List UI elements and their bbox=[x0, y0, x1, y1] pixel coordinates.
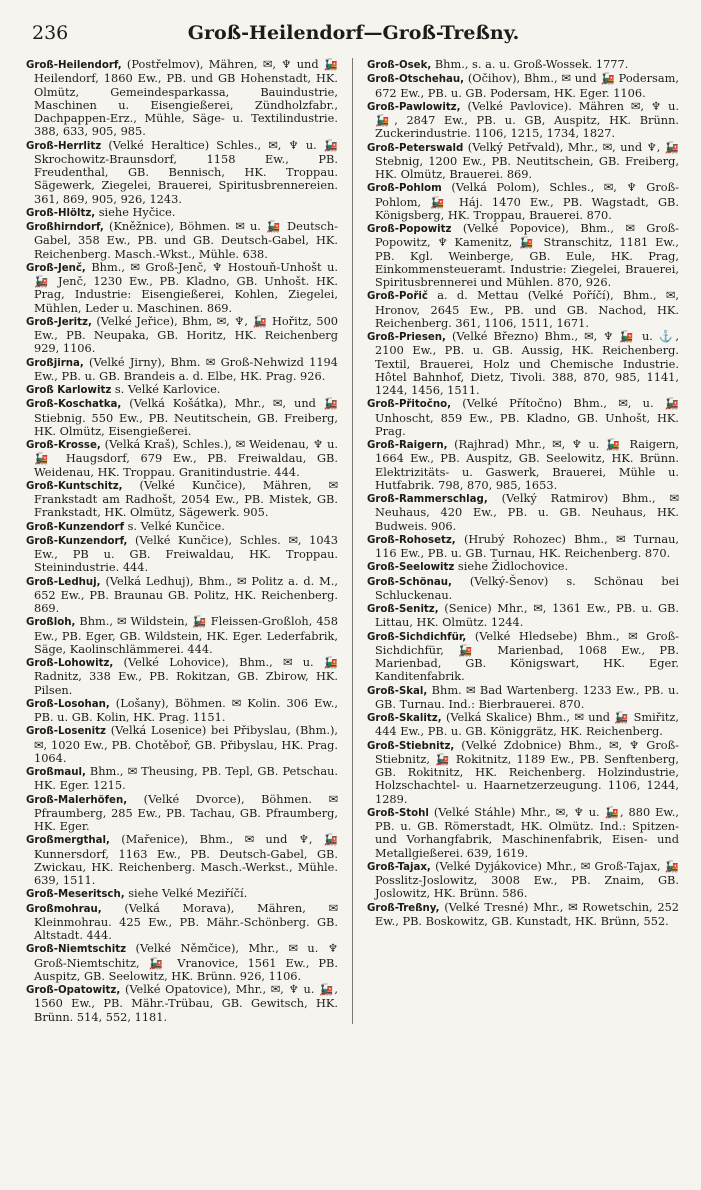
directory-entry bbox=[367, 711, 679, 739]
directory-entry bbox=[367, 901, 679, 929]
directory-entry bbox=[367, 397, 679, 438]
directory-entry bbox=[367, 575, 679, 603]
entry-headword: Groß-Jenč, bbox=[26, 262, 86, 274]
entry-text: (Velká Košátka), Mhr., ✉, und 🚂 Stiebnig. 550 Ew., PB. Neutitschein, GB. Freiberg, HK. Olmütz, Eisengießerei. bbox=[34, 396, 339, 438]
entry-text: (Velké Březno) Bhm., ✉, ♆ 🚂 u. ⚓, 2100 Ew., PB. u. GB. Aussig, HK. Reichenberg. Textil, Brauerei, Holz und Chemische Industrie. Hôtel Bahnhof, Dietz, Tivoli. 388, 870, 985, 1141, 1244, 1456, 1511. bbox=[375, 329, 679, 397]
entry-text: (Velké Tresné) Mhr., ✉ Rowetschin, 252 Ew., PB. Boskowitz, GB. Kunstadt, HK. Brünn, 552. bbox=[375, 899, 680, 928]
entry-text: s. Velké Kunčice. bbox=[127, 518, 225, 533]
entry-text: (Velké Hledsebe) Bhm., ✉ Groß-Sichdichfür, 🚂 Marienbad, 1068 Ew., PB. Marienbad, GB. Königswart, HK. Eger. Kanditenfabrik. bbox=[375, 628, 680, 684]
entry-headword: Groß-Kuntschitz, bbox=[26, 480, 123, 492]
entry-headword: Groß-Priesen, bbox=[367, 332, 446, 343]
entry-headword: Groß-Losohan, bbox=[26, 698, 110, 710]
directory-entry bbox=[367, 438, 679, 492]
entry-text: (Velké Lohovice), Bhm., ✉ u. 🚂 Radnitz, 338 Ew., PB. Rokitzan, GB. Zbirow, HK. Pilsen. bbox=[34, 655, 338, 697]
directory-entry bbox=[26, 656, 338, 697]
entry-headword: Groß-Treßny, bbox=[367, 902, 440, 914]
directory-entry bbox=[26, 887, 338, 901]
directory-entry bbox=[26, 534, 338, 575]
entry-headword: Groß-Kunzendorf bbox=[26, 521, 124, 533]
directory-entry bbox=[26, 397, 338, 438]
entry-headword: Groß-Skal, bbox=[367, 685, 428, 697]
entry-text: (Senice) Mhr., ✉, 1361 Ew., PB. u. GB. Littau, HK. Olmütz. 1244. bbox=[375, 601, 679, 630]
entry-headword: Großjirna, bbox=[26, 357, 84, 369]
entry-headword: Groß-Herrlitz bbox=[26, 140, 102, 152]
column-divider bbox=[352, 58, 353, 1024]
entry-headword: Groß-Malerhöfen, bbox=[26, 794, 128, 806]
entry-text: Bhm., ✉ Groß-Jenč, ♆ Hostouň-Unhošt u. 🚂 Jenč, 1230 Ew., PB. Kladno, GB. Unhošt. HK. Prag, Industrie: Eisengießerei, Kohlen, Ziegelei, Mühlen, Leder u. Maschinen. 869. bbox=[34, 259, 338, 315]
entry-headword: Groß-Pohlom bbox=[367, 183, 442, 195]
left-column bbox=[26, 58, 338, 1024]
directory-entry bbox=[26, 983, 338, 1024]
entry-headword: Groß Karlowitz bbox=[26, 385, 112, 396]
entry-headword: Groß-Seelowitz bbox=[367, 562, 455, 574]
entry-text: Bhm., ✉ Wildstein, 🚂 Fleissen-Großloh, 458 Ew., PB. Eger, GB. Wildstein, HK. Eger. Lederfabrik, Säge, Kaolinschlämmerei. 444. bbox=[34, 614, 338, 656]
entry-headword: Groß-Kunzendorf, bbox=[26, 535, 128, 547]
directory-entry bbox=[26, 438, 338, 479]
entry-text: (Velké Kunčice), Mähren, ✉ Frankstadt am Radhošt, 2054 Ew., PB. Mistek, GB. Frankstadt, HK. Olmütz, Sägewerk. 905. bbox=[34, 477, 338, 520]
entry-headword: Großmohrau, bbox=[26, 903, 102, 915]
entry-text: (Velké Zdobnice) Bhm., ✉, ♆ Groß-Stiebnitz, 🚂 Rokitnitz, 1189 Ew., PB. Senftenberg, GB. Rokitnitz, HK. Reichenberg. Holzindustrie, Holzschachtel- u. Haarnetzerzeugung. 1106, 1244, 1289. bbox=[375, 737, 680, 806]
entry-headword: Großhirndorf, bbox=[26, 222, 104, 233]
running-title: Groß-Heilendorf—Groß-Treßny. bbox=[187, 22, 520, 44]
directory-entry bbox=[26, 575, 338, 616]
entry-headword: Groß-Rammerschlag, bbox=[367, 494, 488, 505]
entry-headword: Groß-Sichdichfür, bbox=[367, 631, 467, 643]
directory-entry bbox=[367, 602, 679, 630]
entry-text: siehe Velké Meziříčí. bbox=[128, 886, 248, 901]
entry-text: (Postřelmov), Mähren, ✉, ♆ und 🚂 Heilendorf, 1860 Ew., PB. und GB Hohenstadt, HK. Olmütz, Gemeindesparkassa, Bauindustrie, Maschinen u. Eisengießerei, Zündholzfabr., Dachpappen-Erz., Mühle, Säge- u. Textilindustrie. 388, 633, 905, 985. bbox=[34, 57, 339, 139]
entry-headword: Groß-Senitz, bbox=[367, 604, 439, 615]
entry-headword: Groß-Koschatka, bbox=[26, 399, 122, 411]
entry-text: (Kněžnice), Böhmen. ✉ u. 🚂 Deutsch-Gabel, 358 Ew., PB. und GB. Deutsch-Gabel, HK. Reichenberg. Masch.-Wkst., Mühle. 638. bbox=[34, 219, 338, 261]
entry-text: (Lošany), Böhmen. ✉ Kolin. 306 Ew., PB. u. GB. Kolin, HK. Prag. 1151. bbox=[34, 695, 338, 724]
directory-entry bbox=[367, 58, 679, 72]
directory-entry bbox=[26, 58, 338, 139]
entry-headword: Großloh, bbox=[26, 617, 76, 629]
entry-headword: Groß-Krosse, bbox=[26, 440, 101, 451]
entry-headword: Groß-Skalitz, bbox=[367, 713, 442, 724]
entry-text: (Velké Němčice), Mhr., ✉ u. ♆ Groß-Niemtschitz, 🚂 Vranovice, 1561 Ew., PB. Auspitz, GB. Seelowitz, HK. Brünn. 926, 1106. bbox=[34, 941, 339, 983]
directory-entry bbox=[367, 560, 679, 574]
entry-headword: Groß-Niemtschitz bbox=[26, 944, 126, 956]
directory-entry bbox=[367, 684, 679, 712]
directory-entry bbox=[26, 315, 338, 356]
entry-headword: Groß-Rohosetz, bbox=[367, 534, 456, 546]
entry-text: (Velké Jeřice), Bhm, ✉, ♆, 🚂 Hořitz, 500 Ew., PB. Neupaka, GB. Horitz, HK. Reichenberg 929, 1106. bbox=[34, 313, 339, 356]
entry-headword: Groß-Lohowitz, bbox=[26, 658, 114, 669]
entry-headword: Groß-Otschehau, bbox=[367, 74, 464, 86]
directory-entry bbox=[26, 139, 338, 206]
directory-entry bbox=[367, 72, 679, 100]
entry-text: s. Velké Karlovice. bbox=[114, 382, 221, 396]
entry-text: (Velké Popovice), Bhm., ✉ Groß-Popowitz, ♆ Kamenitz, 🚂 Stranschitz, 1181 Ew., PB. Kgl. Weinberge, GB. Eule, HK. Prag, Einkommensteueramt. Industrie: Ziegelei, Brauerei, Spiritusbrennerei und Mühlen. 870, 926. bbox=[375, 221, 679, 289]
entry-headword: Groß-Pořič bbox=[367, 291, 428, 303]
entry-text: Bhm., s. a. u. Groß-Wossek. 1777. bbox=[434, 57, 629, 71]
directory-entry bbox=[367, 330, 679, 397]
directory-entry bbox=[26, 765, 338, 793]
entry-text: (Velká Kraš), Schles.), ✉ Weidenau, ♆ u. 🚂 Haugsdorf, 679 Ew., PB. Freiwaldau, GB. Weidenau, HK. Troppau. Granitindustrie. 444. bbox=[34, 437, 338, 479]
entry-headword: Groß-Peterswald bbox=[367, 142, 464, 154]
entry-text: (Velké Dvorce), Böhmen. ✉ Pfraumberg, 285 Ew., PB. Tachau, GB. Pfraumberg, HK. Eger. bbox=[34, 791, 338, 833]
entry-headword: Groß-Popowitz bbox=[367, 224, 452, 235]
entry-headword: Groß-Stohl bbox=[367, 807, 429, 819]
entry-text: siehe Židlochovice. bbox=[457, 559, 569, 574]
entry-headword: Groß-Raigern, bbox=[367, 440, 448, 451]
entry-text: (Rajhrad) Mhr., ✉, ♆ u. 🚂 Raigern, 1664 Ew., PB. Auspitz, GB. Seelowitz, HK. Brünn. Elektrizitäts- u. Gaswerk, Brauerei, Mühle u. Hutfabrik. 798, 870, 985, 1653. bbox=[375, 437, 680, 492]
entry-headword: Groß-Pawlowitz, bbox=[367, 101, 461, 113]
directory-entry bbox=[367, 860, 679, 901]
directory-entry bbox=[26, 697, 338, 725]
entry-headword: Groß-Ledhuj, bbox=[26, 576, 101, 588]
right-column bbox=[367, 58, 679, 1024]
entry-headword: Groß-Meseritsch, bbox=[26, 889, 125, 901]
directory-entry bbox=[26, 902, 338, 943]
entry-headword: Groß-Losenitz bbox=[26, 726, 106, 738]
directory-entry bbox=[367, 533, 679, 561]
entry-text: (Velká Morava), Mähren, ✉ Kleinmohrau. 425 Ew., PB. Mähr.-Schönberg. GB. Altstadt. 444. bbox=[34, 900, 338, 942]
directory-entry bbox=[26, 942, 338, 983]
entry-text: (Velká Skalice) Bhm., ✉ und 🚂 Smiřitz, 444 Ew., PB. u. GB. Königgrätz, HK. Reichenberg. bbox=[375, 710, 679, 739]
entry-headword: Großmergthal, bbox=[26, 835, 110, 847]
entry-headword: Groß-Stiebnitz, bbox=[367, 740, 455, 752]
directory-entry bbox=[367, 806, 679, 860]
entry-text: (Velké Opatovice), Mhr., ✉, ♆ u. 🚂, 1560 Ew., PB. Mähr.-Trübau, GB. Gewitsch, HK. Brünn. 514, 552, 1181. bbox=[34, 982, 339, 1024]
entry-text: (Velké Kunčice), Schles. ✉, 1043 Ew., PB u. GB. Freiwaldau, HK. Troppau. Steinindustrie. 444. bbox=[34, 532, 338, 575]
directory-entry bbox=[367, 289, 679, 330]
entry-text: a. d. Mettau (Velké Poříčí), Bhm., ✉, Hronov, 2645 Ew., PB. und GB. Nachod, HK. Reichenberg. 361, 1106, 1511, 1671. bbox=[375, 288, 679, 330]
entry-text: (Velký Petřvald), Mhr., ✉, und ♆, 🚂 Stebnig, 1200 Ew., PB. Neutitschein, GB. Freiberg, HK. Olmütz, Brauerei. 869. bbox=[375, 139, 680, 181]
entry-text: (Velké Heraltice) Schles., ✉, ♆ u. 🚂 Skrochowitz-Braunsdorf, 1158 Ew., PB. Freudenthal, GB. Bennisch, HK. Troppau. Sägewerk, Ziegelei, Brauerei, Spiritusbrennereien. 361, 869, 905, 926, 1243. bbox=[34, 137, 339, 206]
directory-entry bbox=[367, 100, 679, 141]
entry-text: (Velké Pavlovice). Mähren ✉, ♆ u. 🚂, 2847 Ew., PB. u. GB, Auspitz, HK. Brünn. Zuckerindustrie. 1106, 1215, 1734, 1827. bbox=[375, 98, 679, 141]
directory-entry bbox=[26, 479, 338, 520]
entry-headword: Groß-Osek, bbox=[367, 60, 432, 71]
entry-text: (Velká Polom), Schles., ✉, ♆ Groß-Pohlom, 🚂 Háj. 1470 Ew., PB. Wagstadt, GB. Königsberg, HK. Troppau, Brauerei. 870. bbox=[375, 180, 680, 222]
entry-text: (Velký-Šenov) s. Schönau bei Schluckenau. bbox=[375, 573, 680, 602]
directory-entry bbox=[26, 383, 338, 397]
directory-entry bbox=[26, 615, 338, 656]
directory-entry bbox=[26, 356, 338, 384]
directory-entry bbox=[26, 261, 338, 315]
entry-headword: Großmaul, bbox=[26, 767, 86, 778]
entry-headword: Groß-Přitočno, bbox=[367, 399, 451, 411]
entry-text: (Velké Přítočno) Bhm., ✉, u. 🚂 Unhoscht, 859 Ew., PB. Kladno, GB. Unhošt, HK. Prag. bbox=[375, 396, 680, 438]
directory-entry bbox=[26, 520, 338, 534]
entry-text: (Očihov), Bhm., ✉ und 🚂 Podersam, 672 Ew., PB. u. GB. Podersam, HK. Eger. 1106. bbox=[375, 71, 679, 100]
page-header bbox=[16, 10, 691, 50]
page-number: 236 bbox=[32, 22, 69, 44]
entry-text: Bhm. ✉ Bad Wartenberg. 1233 Ew., PB. u. GB. Turnau. Ind.: Bierbrauerei. 870. bbox=[375, 682, 679, 711]
entry-text: (Velké Stáhle) Mhr., ✉, ♆ u. 🚂, 880 Ew., PB. u. GB. Römerstadt, HK. Olmütz. Ind.: Spitzen- und Vorhangfabrik, Maschinenfabrik, Eisen- und Metallgießerei. 639, 1619. bbox=[375, 804, 679, 860]
entry-text: (Velká Losenice) bei Přibyslau, (Bhm.), ✉, 1020 Ew., PB. Chotěboř, GB. Přibyslau, HK. Prag. 1064. bbox=[34, 723, 339, 765]
entry-text: (Velké Dyjákovice) Mhr., ✉ Groß-Tajax, 🚂 Posslitz-Joslowitz, 3008 Ew., PB. Znaim, GB. Joslowitz, HK. Brünn. 586. bbox=[375, 858, 679, 901]
directory-entry bbox=[26, 833, 338, 887]
entry-headword: Groß-Tajax, bbox=[367, 861, 431, 873]
entry-text: siehe Hyčice. bbox=[98, 204, 176, 219]
entry-text: (Mařenice), Bhm., ✉ und ♆, 🚂 Kunnersdorf, 1163 Ew., PB. Deutsch-Gabel, GB. Zwickau, HK. Reichenberg. Masch.-Werkst., Mühle. 639, 1511. bbox=[34, 832, 339, 887]
entry-text: (Hrubý Rohozec) Bhm., ✉ Turnau, 116 Ew., PB. u. GB. Turnau, HK. Reichenberg. 870. bbox=[375, 531, 679, 560]
entry-text: (Velká Ledhuj), Bhm., ✉ Politz a. d. M., 652 Ew., PB. Braunau GB. Politz, HK. Reichenberg. 869. bbox=[34, 573, 339, 615]
directory-entry bbox=[367, 222, 679, 289]
entry-text: (Velký Ratmirov) Bhm., ✉ Neuhaus, 420 Ew., PB. u. GB. Neuhaus, HK. Budweis. 906. bbox=[375, 491, 679, 533]
entry-text: Bhm., ✉ Theusing, PB. Tepl, GB. Petschau. HK. Eger. 1215. bbox=[34, 764, 338, 793]
directory-entry bbox=[367, 630, 679, 684]
directory-entry bbox=[367, 181, 679, 222]
directory-entry bbox=[367, 492, 679, 533]
entry-headword: Groß-Jeritz, bbox=[26, 316, 92, 328]
directory-entry bbox=[26, 793, 338, 834]
entry-text: (Velké Jirny), Bhm. ✉ Groß-Nehwizd 1194 Ew., PB. u. GB. Brandeis a. d. Elbe, HK. Prag. 926. bbox=[34, 354, 338, 383]
directory-entry bbox=[26, 724, 338, 765]
entry-headword: Groß-Opatowitz, bbox=[26, 985, 121, 996]
entry-headword: Groß-Heilendorf, bbox=[26, 60, 122, 71]
directory-entry bbox=[26, 206, 338, 220]
directory-entry bbox=[26, 220, 338, 261]
directory-columns bbox=[26, 58, 679, 1024]
directory-entry bbox=[367, 141, 679, 182]
entry-headword: Groß-Hlöltz, bbox=[26, 207, 96, 219]
entry-headword: Groß-Schönau, bbox=[367, 576, 452, 588]
directory-entry bbox=[367, 739, 679, 806]
